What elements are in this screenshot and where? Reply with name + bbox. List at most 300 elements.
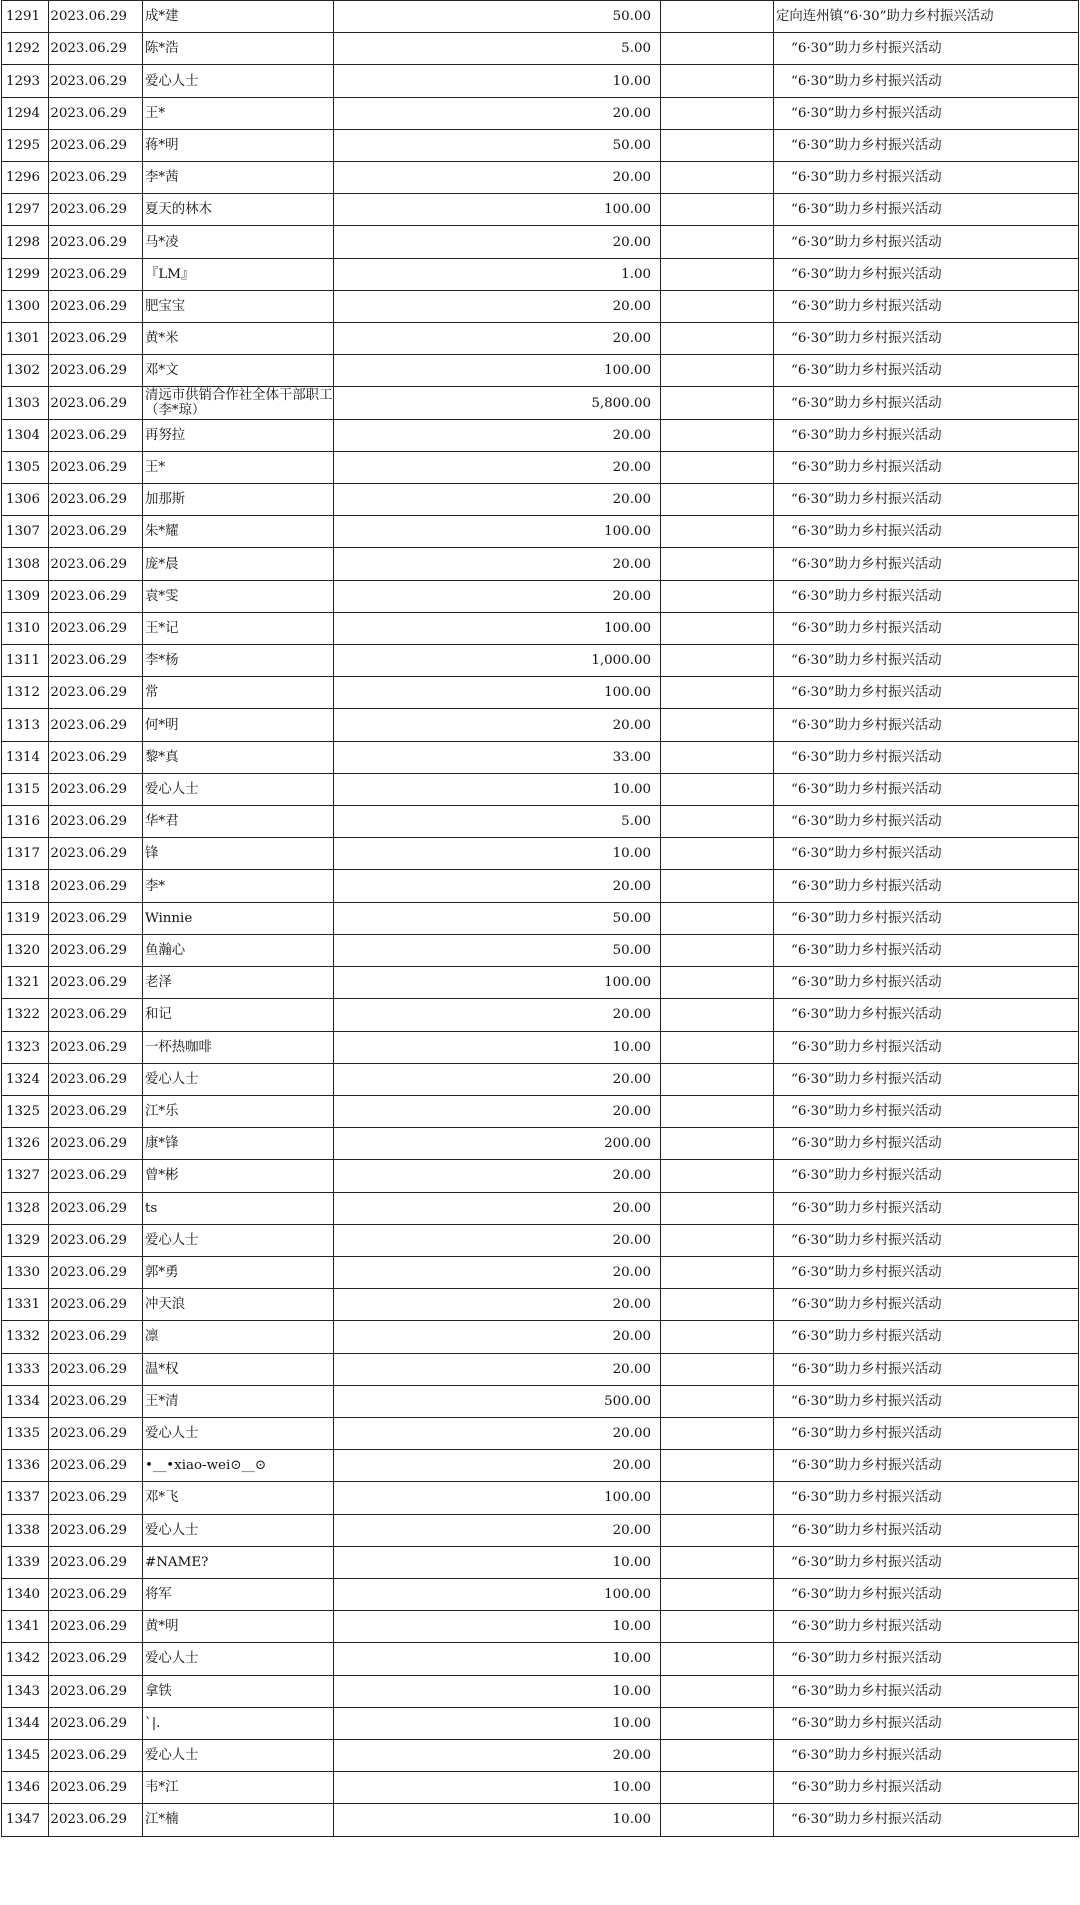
blank-cell — [661, 1675, 774, 1707]
donation-purpose-cell: “6·30”助力乡村振兴活动 — [774, 999, 1079, 1031]
blank-cell — [661, 1224, 774, 1256]
donation-date-cell: 2023.06.29 — [49, 1192, 143, 1224]
donor-name-cell: 爱心人士 — [143, 1643, 334, 1675]
table-row — [2, 1675, 1079, 1707]
row-number-cell: 1336 — [2, 1450, 49, 1482]
donor-name-cell: 爱心人士 — [143, 1417, 334, 1449]
row-number-cell: 1298 — [2, 226, 49, 258]
blank-cell — [661, 806, 774, 838]
donation-date-cell: 2023.06.29 — [49, 1675, 143, 1707]
donor-name-cell: 朱*耀 — [143, 516, 334, 548]
donation-amount-cell: 20.00 — [334, 1063, 661, 1095]
row-number-cell: 1332 — [2, 1321, 49, 1353]
donation-purpose-cell: “6·30”助力乡村振兴活动 — [774, 1417, 1079, 1449]
donor-name-cell: 一杯热咖啡 — [143, 1031, 334, 1063]
table-row — [2, 65, 1079, 97]
donation-amount-cell: 1.00 — [334, 258, 661, 290]
blank-cell — [661, 97, 774, 129]
donation-purpose-cell: “6·30”助力乡村振兴活动 — [774, 1128, 1079, 1160]
row-number-cell: 1333 — [2, 1353, 49, 1385]
donation-amount-cell: 100.00 — [334, 1482, 661, 1514]
donation-date-cell: 2023.06.29 — [49, 902, 143, 934]
row-number-cell: 1338 — [2, 1514, 49, 1546]
donor-name-cell: 王* — [143, 97, 334, 129]
donation-amount-cell: 20.00 — [334, 1450, 661, 1482]
donation-purpose-cell: “6·30”助力乡村振兴活动 — [774, 1643, 1079, 1675]
blank-cell — [661, 934, 774, 966]
blank-cell — [661, 1804, 774, 1836]
donation-purpose-cell: “6·30”助力乡村振兴活动 — [774, 33, 1079, 65]
table-row — [2, 516, 1079, 548]
donor-name-cell: 李*茜 — [143, 162, 334, 194]
donor-name-cell: #NAME? — [143, 1546, 334, 1578]
donation-date-cell: 2023.06.29 — [49, 451, 143, 483]
donation-amount-cell: 10.00 — [334, 1804, 661, 1836]
blank-cell — [661, 1643, 774, 1675]
table-row — [2, 1450, 1079, 1482]
donation-purpose-cell: “6·30”助力乡村振兴活动 — [774, 838, 1079, 870]
table-row — [2, 387, 1079, 419]
row-number-cell: 1334 — [2, 1385, 49, 1417]
donation-amount-cell: 10.00 — [334, 1031, 661, 1063]
donation-amount-cell: 100.00 — [334, 516, 661, 548]
table-row — [2, 580, 1079, 612]
table-row — [2, 1772, 1079, 1804]
donation-date-cell: 2023.06.29 — [49, 967, 143, 999]
blank-cell — [661, 323, 774, 355]
donation-purpose-cell: “6·30”助力乡村振兴活动 — [774, 194, 1079, 226]
row-number-cell: 1309 — [2, 580, 49, 612]
table-row — [2, 870, 1079, 902]
blank-cell — [661, 516, 774, 548]
donor-name-cell: •__•xiao-wei⊙__⊙ — [143, 1450, 334, 1482]
blank-cell — [661, 1063, 774, 1095]
row-number-cell: 1297 — [2, 194, 49, 226]
donor-name-cell: ts — [143, 1192, 334, 1224]
table-row — [2, 1804, 1079, 1836]
row-number-cell: 1325 — [2, 1095, 49, 1127]
donor-name-cell: 冲天浪 — [143, 1289, 334, 1321]
donation-amount-cell: 500.00 — [334, 1385, 661, 1417]
table-row — [2, 709, 1079, 741]
donation-amount-cell: 50.00 — [334, 129, 661, 161]
donor-name-cell: 庞*晨 — [143, 548, 334, 580]
row-number-cell: 1300 — [2, 290, 49, 322]
blank-cell — [661, 1385, 774, 1417]
donation-date-cell: 2023.06.29 — [49, 129, 143, 161]
table-row — [2, 548, 1079, 580]
donation-purpose-cell: “6·30”助力乡村振兴活动 — [774, 677, 1079, 709]
donation-purpose-cell: “6·30”助力乡村振兴活动 — [774, 612, 1079, 644]
blank-cell — [661, 129, 774, 161]
table-row — [2, 806, 1079, 838]
table-row — [2, 1643, 1079, 1675]
donation-date-cell: 2023.06.29 — [49, 934, 143, 966]
donation-purpose-cell: “6·30”助力乡村振兴活动 — [774, 129, 1079, 161]
blank-cell — [661, 1739, 774, 1771]
blank-cell — [661, 226, 774, 258]
blank-cell — [661, 838, 774, 870]
donation-date-cell: 2023.06.29 — [49, 1385, 143, 1417]
donor-name-cell: 爱心人士 — [143, 1224, 334, 1256]
donation-purpose-cell: “6·30”助力乡村振兴活动 — [774, 773, 1079, 805]
donation-date-cell: 2023.06.29 — [49, 1546, 143, 1578]
row-number-cell: 1345 — [2, 1739, 49, 1771]
row-number-cell: 1330 — [2, 1256, 49, 1288]
donation-purpose-cell: “6·30”助力乡村振兴活动 — [774, 355, 1079, 387]
blank-cell — [661, 33, 774, 65]
donation-purpose-cell: “6·30”助力乡村振兴活动 — [774, 934, 1079, 966]
donation-amount-cell: 20.00 — [334, 290, 661, 322]
row-number-cell: 1318 — [2, 870, 49, 902]
donation-amount-cell: 10.00 — [334, 1643, 661, 1675]
table-row — [2, 290, 1079, 322]
donation-amount-cell: 33.00 — [334, 741, 661, 773]
row-number-cell: 1314 — [2, 741, 49, 773]
donation-purpose-cell: “6·30”助力乡村振兴活动 — [774, 1546, 1079, 1578]
blank-cell — [661, 419, 774, 451]
donation-date-cell: 2023.06.29 — [49, 645, 143, 677]
donation-date-cell: 2023.06.29 — [49, 1482, 143, 1514]
table-row — [2, 1385, 1079, 1417]
donation-date-cell: 2023.06.29 — [49, 387, 143, 419]
donation-date-cell: 2023.06.29 — [49, 838, 143, 870]
donor-name-cell: 鱼瀚心 — [143, 934, 334, 966]
row-number-cell: 1294 — [2, 97, 49, 129]
blank-cell — [661, 677, 774, 709]
donation-amount-cell: 10.00 — [334, 1772, 661, 1804]
donation-purpose-cell: “6·30”助力乡村振兴活动 — [774, 1514, 1079, 1546]
blank-cell — [661, 967, 774, 999]
table-row — [2, 902, 1079, 934]
donation-amount-cell: 10.00 — [334, 1707, 661, 1739]
donation-date-cell: 2023.06.29 — [49, 1289, 143, 1321]
row-number-cell: 1326 — [2, 1128, 49, 1160]
table-row — [2, 1482, 1079, 1514]
donor-name-cell: 温*权 — [143, 1353, 334, 1385]
donation-amount-cell: 20.00 — [334, 999, 661, 1031]
donation-date-cell: 2023.06.29 — [49, 1804, 143, 1836]
blank-cell — [661, 1321, 774, 1353]
table-row — [2, 1063, 1079, 1095]
donation-purpose-cell: “6·30”助力乡村振兴活动 — [774, 226, 1079, 258]
table-row — [2, 1095, 1079, 1127]
donation-amount-cell: 20.00 — [334, 1095, 661, 1127]
donation-amount-cell: 20.00 — [334, 1289, 661, 1321]
donor-name-cell: 何*明 — [143, 709, 334, 741]
donation-amount-cell: 20.00 — [334, 162, 661, 194]
donation-purpose-cell: “6·30”助力乡村振兴活动 — [774, 323, 1079, 355]
row-number-cell: 1337 — [2, 1482, 49, 1514]
donation-date-cell: 2023.06.29 — [49, 1063, 143, 1095]
donation-amount-cell: 20.00 — [334, 580, 661, 612]
donor-name-cell: 蒋*明 — [143, 129, 334, 161]
donor-name-cell: 曾*彬 — [143, 1160, 334, 1192]
donation-date-cell: 2023.06.29 — [49, 516, 143, 548]
table-row — [2, 967, 1079, 999]
donation-amount-cell: 100.00 — [334, 355, 661, 387]
blank-cell — [661, 1514, 774, 1546]
blank-cell — [661, 1, 774, 33]
row-number-cell: 1319 — [2, 902, 49, 934]
donation-purpose-cell: “6·30”助力乡村振兴活动 — [774, 1675, 1079, 1707]
donation-purpose-cell: “6·30”助力乡村振兴活动 — [774, 484, 1079, 516]
table-row — [2, 258, 1079, 290]
donation-purpose-cell: “6·30”助力乡村振兴活动 — [774, 902, 1079, 934]
donation-amount-cell: 5.00 — [334, 806, 661, 838]
blank-cell — [661, 1611, 774, 1643]
table-row — [2, 419, 1079, 451]
donation-amount-cell: 20.00 — [334, 419, 661, 451]
table-row — [2, 129, 1079, 161]
donation-amount-cell: 20.00 — [334, 1321, 661, 1353]
blank-cell — [661, 290, 774, 322]
row-number-cell: 1302 — [2, 355, 49, 387]
row-number-cell: 1335 — [2, 1417, 49, 1449]
donor-name-cell: 爱心人士 — [143, 1063, 334, 1095]
donation-purpose-cell: “6·30”助力乡村振兴活动 — [774, 1224, 1079, 1256]
blank-cell — [661, 999, 774, 1031]
donation-amount-cell: 100.00 — [334, 677, 661, 709]
row-number-cell: 1346 — [2, 1772, 49, 1804]
donation-date-cell: 2023.06.29 — [49, 355, 143, 387]
blank-cell — [661, 1450, 774, 1482]
donation-amount-cell: 20.00 — [334, 1256, 661, 1288]
donor-name-cell: 李* — [143, 870, 334, 902]
donor-name-cell: 黎*真 — [143, 741, 334, 773]
donation-amount-cell: 200.00 — [334, 1128, 661, 1160]
donor-name-cell: 袁*雯 — [143, 580, 334, 612]
donation-date-cell: 2023.06.29 — [49, 258, 143, 290]
donation-date-cell: 2023.06.29 — [49, 1031, 143, 1063]
donor-name-cell: 夏天的林木 — [143, 194, 334, 226]
donation-amount-cell: 20.00 — [334, 484, 661, 516]
table-row — [2, 1578, 1079, 1610]
donation-date-cell: 2023.06.29 — [49, 484, 143, 516]
row-number-cell: 1305 — [2, 451, 49, 483]
row-number-cell: 1331 — [2, 1289, 49, 1321]
blank-cell — [661, 1578, 774, 1610]
donation-date-cell: 2023.06.29 — [49, 1643, 143, 1675]
donation-amount-cell: 50.00 — [334, 1, 661, 33]
donation-amount-cell: 20.00 — [334, 97, 661, 129]
donation-date-cell: 2023.06.29 — [49, 226, 143, 258]
blank-cell — [661, 645, 774, 677]
donor-name-cell: 黄*明 — [143, 1611, 334, 1643]
donation-date-cell: 2023.06.29 — [49, 677, 143, 709]
row-number-cell: 1329 — [2, 1224, 49, 1256]
donor-name-cell: 邓*文 — [143, 355, 334, 387]
donation-purpose-cell: “6·30”助力乡村振兴活动 — [774, 97, 1079, 129]
donation-purpose-cell: “6·30”助力乡村振兴活动 — [774, 806, 1079, 838]
donation-purpose-cell: “6·30”助力乡村振兴活动 — [774, 1804, 1079, 1836]
row-number-cell: 1324 — [2, 1063, 49, 1095]
donor-name-cell: 江*楠 — [143, 1804, 334, 1836]
donor-name-cell: 陈*浩 — [143, 33, 334, 65]
donation-date-cell: 2023.06.29 — [49, 1095, 143, 1127]
donation-table — [1, 0, 1079, 1837]
row-number-cell: 1307 — [2, 516, 49, 548]
donation-purpose-cell: “6·30”助力乡村振兴活动 — [774, 1611, 1079, 1643]
row-number-cell: 1320 — [2, 934, 49, 966]
blank-cell — [661, 1256, 774, 1288]
donation-purpose-cell: “6·30”助力乡村振兴活动 — [774, 1578, 1079, 1610]
table-row — [2, 1, 1079, 33]
donation-purpose-cell: “6·30”助力乡村振兴活动 — [774, 709, 1079, 741]
table-row — [2, 1546, 1079, 1578]
donation-purpose-cell: “6·30”助力乡村振兴活动 — [774, 258, 1079, 290]
row-number-cell: 1310 — [2, 612, 49, 644]
donation-date-cell: 2023.06.29 — [49, 1772, 143, 1804]
donor-name-cell: ˋ|. — [143, 1707, 334, 1739]
donation-amount-cell: 20.00 — [334, 1353, 661, 1385]
donor-name-cell: 李*杨 — [143, 645, 334, 677]
donor-name-cell: 康*锋 — [143, 1128, 334, 1160]
blank-cell — [661, 1160, 774, 1192]
blank-cell — [661, 387, 774, 419]
donation-purpose-cell: “6·30”助力乡村振兴活动 — [774, 387, 1079, 419]
donation-amount-cell: 10.00 — [334, 1675, 661, 1707]
donation-amount-cell: 20.00 — [334, 1417, 661, 1449]
donor-name-cell: 清远市供销合作社全体干部职工（李*琼） — [143, 387, 334, 419]
donation-date-cell: 2023.06.29 — [49, 999, 143, 1031]
donation-date-cell: 2023.06.29 — [49, 870, 143, 902]
donation-purpose-cell: “6·30”助力乡村振兴活动 — [774, 1353, 1079, 1385]
blank-cell — [661, 1772, 774, 1804]
row-number-cell: 1341 — [2, 1611, 49, 1643]
table-row — [2, 838, 1079, 870]
donation-purpose-cell: “6·30”助力乡村振兴活动 — [774, 645, 1079, 677]
donor-name-cell: 华*君 — [143, 806, 334, 838]
donation-date-cell: 2023.06.29 — [49, 1739, 143, 1771]
donation-purpose-cell: “6·30”助力乡村振兴活动 — [774, 1385, 1079, 1417]
donation-purpose-cell: “6·30”助力乡村振兴活动 — [774, 1707, 1079, 1739]
donation-purpose-cell: “6·30”助力乡村振兴活动 — [774, 967, 1079, 999]
row-number-cell: 1303 — [2, 387, 49, 419]
donation-amount-cell: 20.00 — [334, 451, 661, 483]
donor-name-cell: 爱心人士 — [143, 65, 334, 97]
table-row — [2, 999, 1079, 1031]
row-number-cell: 1293 — [2, 65, 49, 97]
row-number-cell: 1327 — [2, 1160, 49, 1192]
donation-amount-cell: 20.00 — [334, 1160, 661, 1192]
table-row — [2, 645, 1079, 677]
table-row — [2, 1611, 1079, 1643]
donor-name-cell: 韦*江 — [143, 1772, 334, 1804]
donation-date-cell: 2023.06.29 — [49, 33, 143, 65]
donation-purpose-cell: “6·30”助力乡村振兴活动 — [774, 1482, 1079, 1514]
table-row — [2, 677, 1079, 709]
donation-amount-cell: 20.00 — [334, 1739, 661, 1771]
donation-purpose-cell: “6·30”助力乡村振兴活动 — [774, 870, 1079, 902]
donation-purpose-cell: 定向连州镇“6·30”助力乡村振兴活动 — [774, 1, 1079, 33]
table-row — [2, 1739, 1079, 1771]
blank-cell — [661, 1707, 774, 1739]
donation-purpose-cell: “6·30”助力乡村振兴活动 — [774, 1772, 1079, 1804]
blank-cell — [661, 1289, 774, 1321]
donation-amount-cell: 10.00 — [334, 1611, 661, 1643]
table-row — [2, 1321, 1079, 1353]
blank-cell — [661, 1353, 774, 1385]
blank-cell — [661, 1192, 774, 1224]
donation-date-cell: 2023.06.29 — [49, 709, 143, 741]
donation-amount-cell: 100.00 — [334, 194, 661, 226]
table-row — [2, 1192, 1079, 1224]
donor-name-cell: 黄*米 — [143, 323, 334, 355]
blank-cell — [661, 1417, 774, 1449]
row-number-cell: 1292 — [2, 33, 49, 65]
donation-purpose-cell: “6·30”助力乡村振兴活动 — [774, 65, 1079, 97]
donation-amount-cell: 100.00 — [334, 1578, 661, 1610]
donation-amount-cell: 100.00 — [334, 967, 661, 999]
table-row — [2, 1707, 1079, 1739]
donation-date-cell: 2023.06.29 — [49, 419, 143, 451]
table-row — [2, 1353, 1079, 1385]
donation-amount-cell: 5.00 — [334, 33, 661, 65]
donation-purpose-cell: “6·30”助力乡村振兴活动 — [774, 1256, 1079, 1288]
row-number-cell: 1342 — [2, 1643, 49, 1675]
blank-cell — [661, 870, 774, 902]
donor-name-cell: 和记 — [143, 999, 334, 1031]
donor-name-cell: Winnie — [143, 902, 334, 934]
row-number-cell: 1323 — [2, 1031, 49, 1063]
donation-date-cell: 2023.06.29 — [49, 1450, 143, 1482]
table-row — [2, 451, 1079, 483]
row-number-cell: 1339 — [2, 1546, 49, 1578]
donation-date-cell: 2023.06.29 — [49, 1321, 143, 1353]
donation-amount-cell: 100.00 — [334, 612, 661, 644]
table-row — [2, 1289, 1079, 1321]
donation-purpose-cell: “6·30”助力乡村振兴活动 — [774, 1095, 1079, 1127]
table-row — [2, 355, 1079, 387]
donation-purpose-cell: “6·30”助力乡村振兴活动 — [774, 741, 1079, 773]
blank-cell — [661, 902, 774, 934]
donation-purpose-cell: “6·30”助力乡村振兴活动 — [774, 1289, 1079, 1321]
donation-purpose-cell: “6·30”助力乡村振兴活动 — [774, 580, 1079, 612]
row-number-cell: 1301 — [2, 323, 49, 355]
row-number-cell: 1340 — [2, 1578, 49, 1610]
donor-name-cell: 加那斯 — [143, 484, 334, 516]
donor-name-cell: 邓*飞 — [143, 1482, 334, 1514]
donation-date-cell: 2023.06.29 — [49, 806, 143, 838]
table-row — [2, 323, 1079, 355]
donation-date-cell: 2023.06.29 — [49, 1611, 143, 1643]
donor-name-cell: 爱心人士 — [143, 1739, 334, 1771]
donation-purpose-cell: “6·30”助力乡村振兴活动 — [774, 1321, 1079, 1353]
table-row — [2, 97, 1079, 129]
row-number-cell: 1347 — [2, 1804, 49, 1836]
donor-name-cell: 爱心人士 — [143, 773, 334, 805]
row-number-cell: 1315 — [2, 773, 49, 805]
donation-date-cell: 2023.06.29 — [49, 1578, 143, 1610]
donor-name-cell: 王*记 — [143, 612, 334, 644]
donor-name-cell: 王* — [143, 451, 334, 483]
donation-date-cell: 2023.06.29 — [49, 548, 143, 580]
donation-purpose-cell: “6·30”助力乡村振兴活动 — [774, 451, 1079, 483]
table-row — [2, 612, 1079, 644]
row-number-cell: 1311 — [2, 645, 49, 677]
donation-date-cell: 2023.06.29 — [49, 773, 143, 805]
blank-cell — [661, 484, 774, 516]
table-row — [2, 1160, 1079, 1192]
table-row — [2, 484, 1079, 516]
donation-purpose-cell: “6·30”助力乡村振兴活动 — [774, 162, 1079, 194]
donation-amount-cell: 50.00 — [334, 902, 661, 934]
donor-name-cell: 王*清 — [143, 1385, 334, 1417]
row-number-cell: 1308 — [2, 548, 49, 580]
blank-cell — [661, 451, 774, 483]
donation-purpose-cell: “6·30”助力乡村振兴活动 — [774, 1739, 1079, 1771]
